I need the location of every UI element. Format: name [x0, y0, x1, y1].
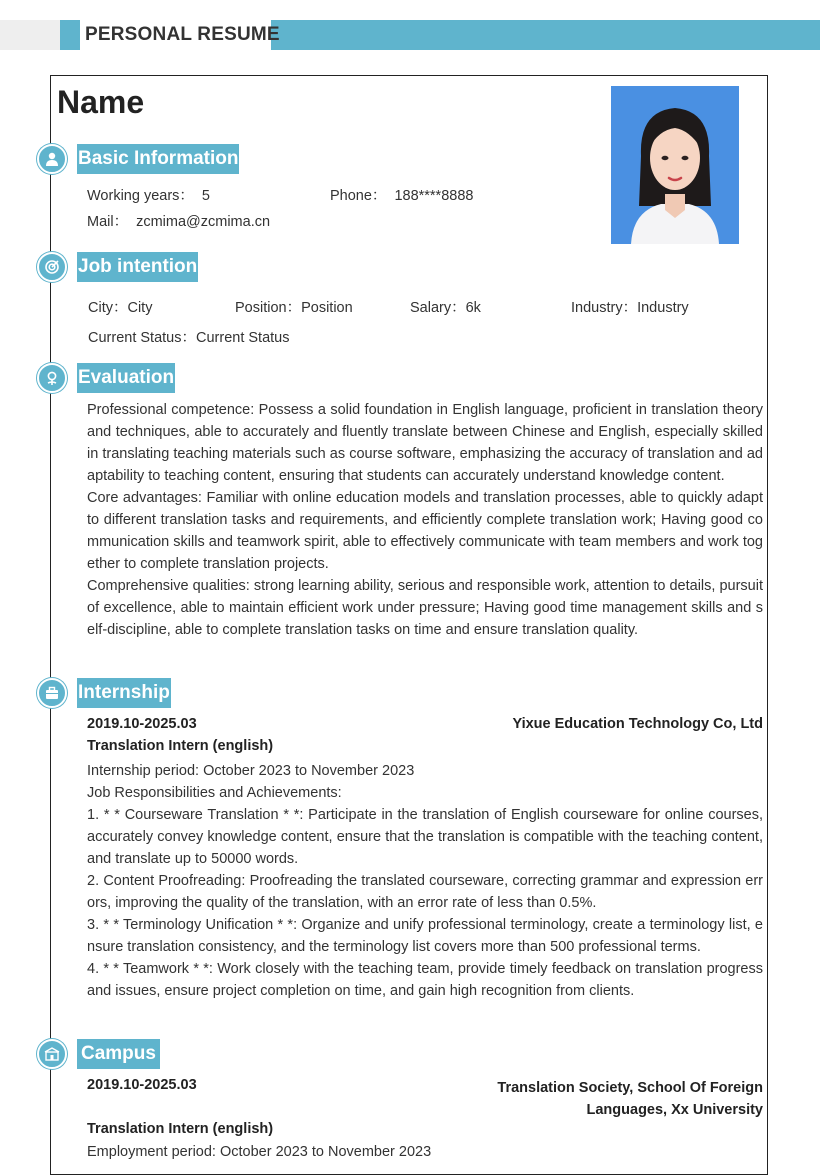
- phone-row: [330, 184, 473, 205]
- city-label: City：: [88, 300, 128, 316]
- header-band: [0, 20, 820, 50]
- candidate-name: Name: [57, 84, 145, 120]
- school-icon: [37, 1039, 67, 1069]
- page-title: PERSONAL RESUME: [85, 24, 280, 45]
- salary-row: [410, 296, 481, 317]
- mail-label: Mail：: [87, 214, 129, 230]
- campus-period: Employment period: October 2023 to November 2023: [87, 1144, 432, 1160]
- section-title-campus: Campus: [77, 1039, 160, 1069]
- evaluation-paragraph: Comprehensive qualities: strong learning ability, serious and responsible work, attention to details, pursuit of excellence, able to maintain efficient work under pressure; Having good time management skills and self-discipline, able to complete translation tasks on time and ensure translation quality.: [87, 578, 763, 638]
- section-title-internship: Internship: [77, 678, 171, 708]
- salary-value: 6k: [465, 300, 481, 316]
- campus-date: 2019.10-2025.03: [87, 1077, 197, 1093]
- position-label: Position：: [235, 300, 302, 316]
- campus-role: Translation Intern (english): [87, 1121, 274, 1137]
- internship-company: Yixue Education Technology Co, Ltd: [512, 716, 763, 732]
- internship-date: 2019.10-2025.03: [87, 716, 197, 732]
- phone-label: Phone：: [330, 188, 387, 204]
- campus-organization: Translation Society, School Of Foreign Languages, Xx University: [497, 1080, 763, 1118]
- section-title-evaluation: Evaluation: [77, 363, 175, 393]
- evaluation-paragraph: Core advantages: Familiar with online education models and translation processes, able to quickly adapt to different translation tasks and requirements, and efficiently complete translation work; Having good communication skills and teamwork spirit, able to effectively communicate with team members and work together to complete translation projects.: [87, 490, 763, 572]
- working-years-row: [87, 184, 210, 205]
- status-value: Current Status: [196, 330, 290, 346]
- internship-line: 3. * * Terminology Unification * *: Organize and unify professional terminology, create a terminology list, ensure translation consistency, and the terminology list covers more than 500 professional terms.: [87, 917, 763, 955]
- salary-label: Salary：: [410, 300, 466, 316]
- internship-details: [87, 760, 763, 1002]
- working-years-label: Working years：: [87, 188, 194, 204]
- internship-line: 2. Content Proofreading: Proofreading the translated courseware, correcting grammar and expression errors, improving the quality of the translation, with an error rate of less than 0.5%.: [87, 873, 763, 911]
- section-title-job: Job intention: [77, 252, 198, 282]
- portrait-photo: [611, 86, 739, 244]
- internship-line: 1. * * Courseware Translation * *: Participate in the translation of English courseware for online courses, accurately convey knowledge content, ensure that the translation is compatible with the teaching content, and translate up to 50000 words.: [87, 807, 763, 867]
- city-row: [88, 296, 152, 317]
- section-title-basic: Basic Information: [77, 144, 239, 174]
- flower-icon: [37, 363, 67, 393]
- internship-line: Internship period: October 2023 to November 2023: [87, 763, 415, 779]
- mail-row: [87, 210, 270, 231]
- internship-line: 4. * * Teamwork * *: Work closely with the teaching team, provide timely feedback on translation progress and issues, ensure project completion on time, and gain high recognition from clients.: [87, 961, 763, 999]
- industry-row: [571, 296, 689, 317]
- internship-line: Job Responsibilities and Achievements:: [87, 785, 342, 801]
- industry-value: Industry: [637, 300, 689, 316]
- target-icon: [37, 252, 67, 282]
- working-years-value: 5: [201, 188, 210, 204]
- evaluation-paragraph: Professional competence: Possess a solid foundation in English language, proficient in translation theory and techniques, able to accurately and fluently translate between Chinese and English, especially skilled in translating teaching materials such as course software, emphasizing the accuracy of translation and adaptability to teaching content, ensuring that students can accurately understand knowledge content.: [87, 402, 763, 484]
- city-value: City: [127, 300, 153, 316]
- position-value: Position: [301, 300, 353, 316]
- mail-value[interactable]: zcmima@zcmima.cn: [136, 214, 271, 230]
- header-band-accent: [0, 20, 60, 50]
- internship-role: Translation Intern (english): [87, 738, 274, 754]
- evaluation-body: [87, 399, 763, 641]
- industry-label: Industry：: [571, 300, 638, 316]
- phone-value: 188****8888: [394, 188, 474, 204]
- status-row: [88, 326, 290, 347]
- position-row: [235, 296, 353, 317]
- briefcase-icon: [37, 678, 67, 708]
- status-label: Current Status：: [88, 330, 196, 346]
- portrait-illustration: [611, 86, 739, 244]
- person-icon: [37, 144, 67, 174]
